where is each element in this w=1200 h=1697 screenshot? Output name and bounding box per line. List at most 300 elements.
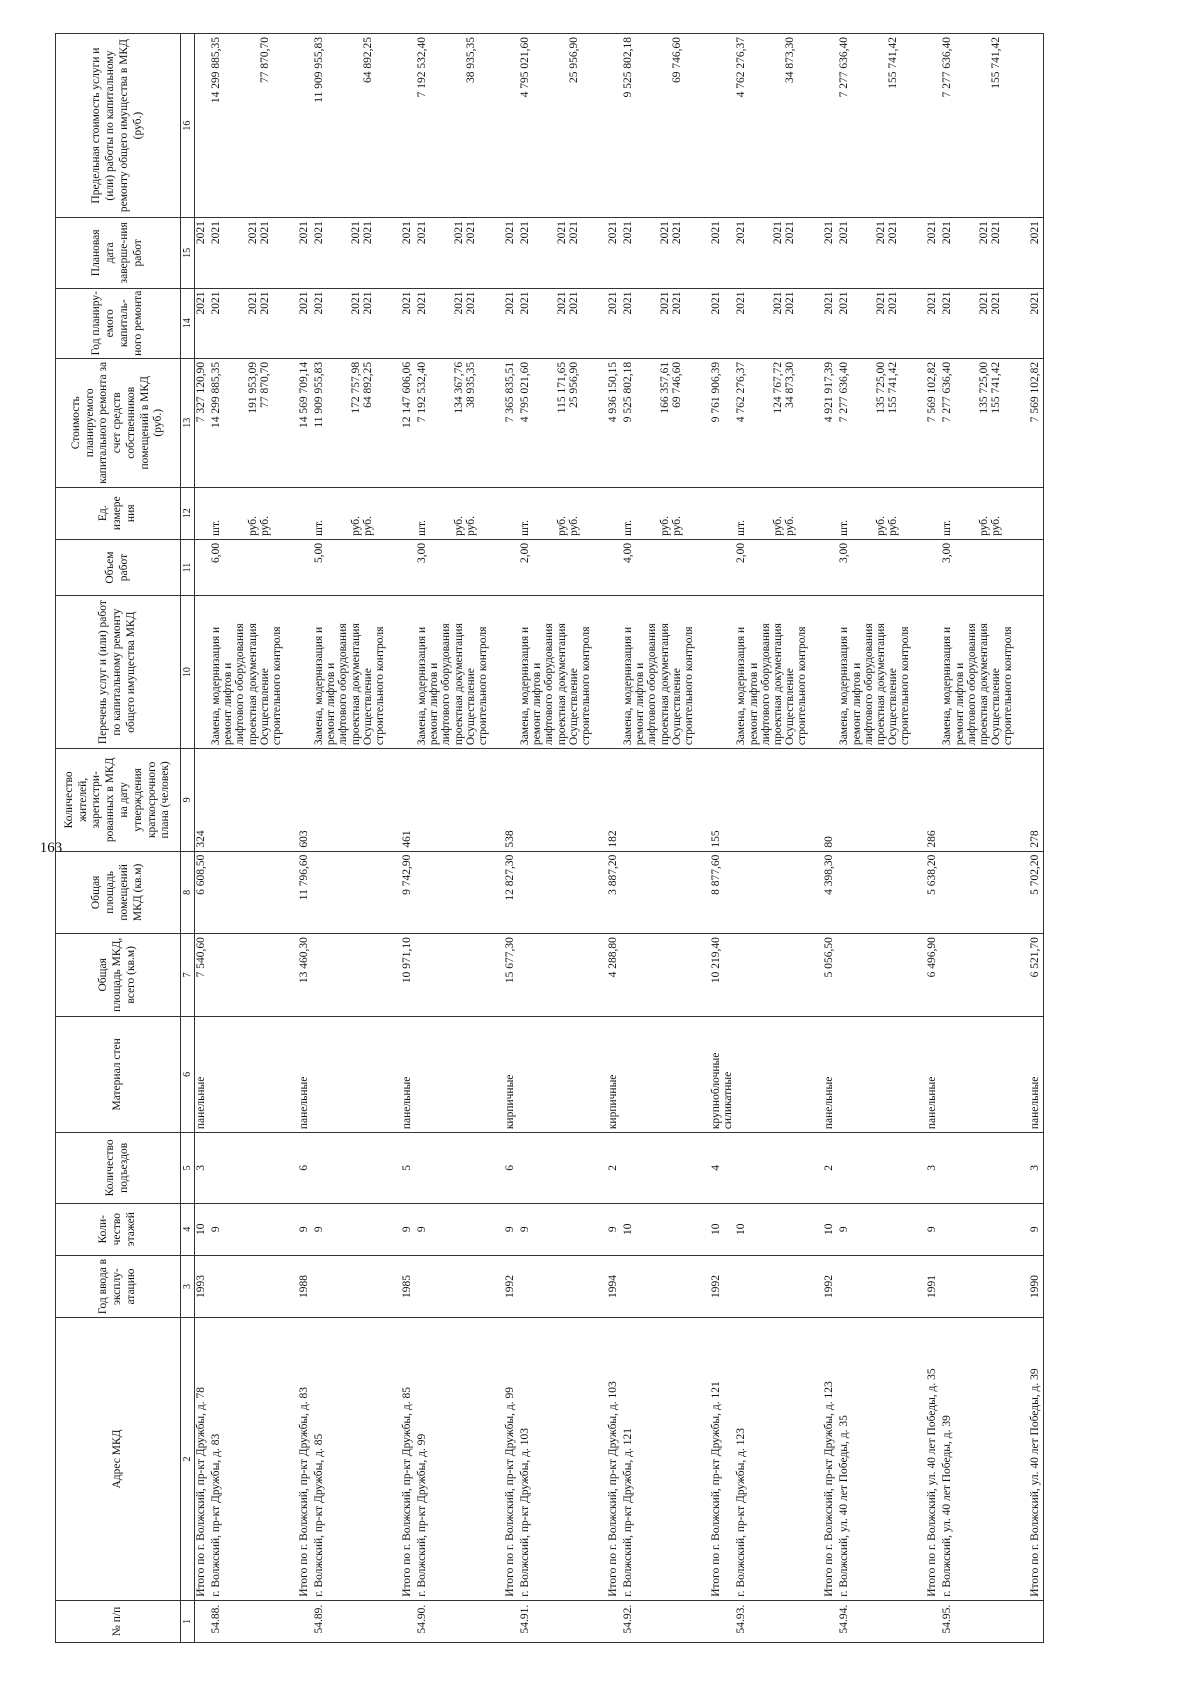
unit-text xyxy=(298,491,310,536)
cost-text: 155 741,42 xyxy=(887,361,900,414)
material-cell xyxy=(518,1016,607,1133)
qty-cell xyxy=(710,539,734,595)
blank xyxy=(543,221,555,284)
floors-cell xyxy=(607,1203,621,1255)
address-text: г. Волжский, ул. 40 лет Победы, д. 35 xyxy=(838,1415,851,1597)
floors-text: 10 xyxy=(710,1223,722,1235)
done-text: 2021 xyxy=(658,221,671,245)
qty-text xyxy=(504,543,516,592)
residents-text: 538 xyxy=(504,830,516,848)
blank xyxy=(966,292,978,355)
blank xyxy=(531,221,543,284)
residents-text: 278 xyxy=(1029,830,1042,848)
entrances-text: 6 xyxy=(298,1165,310,1171)
plan-year-cell xyxy=(209,288,298,358)
floors-cell xyxy=(1029,1203,1044,1255)
blank xyxy=(531,491,543,536)
qty-cell xyxy=(940,539,1029,595)
qty-cell xyxy=(401,539,415,595)
material-cell xyxy=(710,1016,734,1133)
address-cell xyxy=(940,1318,1029,1601)
area-rooms-text: 6 608,50 xyxy=(195,854,207,895)
row-index xyxy=(195,1605,207,1639)
row-index xyxy=(607,1600,621,1642)
max-cost-text xyxy=(926,37,938,214)
unit-text: руб. xyxy=(258,515,271,536)
qty-text xyxy=(401,543,413,592)
qty-text: 3,00 xyxy=(838,542,851,564)
row-index xyxy=(504,1600,518,1642)
done-text: 2021 xyxy=(210,221,222,245)
year-text: 1985 xyxy=(401,1275,413,1299)
blank xyxy=(428,491,440,536)
column-number-2: 2 xyxy=(181,1318,195,1601)
done-text: 2021 xyxy=(555,221,568,245)
address-cell xyxy=(607,1318,621,1601)
floors-text xyxy=(941,1207,953,1252)
cost-text: 4 762 276,37 xyxy=(735,361,748,423)
header-cell-7: Общая площадь МКД, всего (кв.м) xyxy=(56,934,181,1016)
row-number: 54.93. xyxy=(735,1604,748,1634)
header-cell-5: Количество подъездов xyxy=(56,1133,181,1203)
cost-cell xyxy=(926,358,940,487)
work-cell xyxy=(940,596,1029,749)
work-line: строительного контроля xyxy=(271,626,284,746)
header-cell-13: Стоимость планируемого капитального ремонта за счет средств собственников помещений в МКД (руб.) xyxy=(56,358,181,487)
address-text: г. Волжский, пр-кт Дружбы, д. 103 xyxy=(519,1428,531,1597)
max-cost-text xyxy=(298,37,310,214)
qty-cell xyxy=(504,539,518,595)
max-cost-cell xyxy=(209,34,298,218)
work-line: строительного контроля xyxy=(374,626,387,746)
blank xyxy=(748,292,760,355)
unit-text: шт. xyxy=(622,520,634,536)
plan-year-text: 2021 xyxy=(567,291,580,315)
blank xyxy=(760,221,772,284)
qty-text xyxy=(195,543,207,592)
area-rooms-cell xyxy=(401,851,415,933)
blank xyxy=(337,221,349,284)
area-total-cell xyxy=(926,934,940,1016)
row-number: 54.94. xyxy=(838,1604,851,1634)
done-text: 2021 xyxy=(670,221,683,245)
work-text xyxy=(401,599,413,745)
blank xyxy=(440,491,452,536)
residents-cell xyxy=(298,749,312,852)
residents-cell xyxy=(607,749,621,852)
material-cell xyxy=(195,1016,210,1133)
year-cell xyxy=(823,1255,837,1317)
max-cost-cell xyxy=(401,34,415,218)
address-text: Итого по г. Волжский, ул. 40 лет Победы, д. 39 xyxy=(1029,1368,1042,1597)
residents-cell xyxy=(621,749,710,852)
material-cell xyxy=(312,1016,401,1133)
blank xyxy=(966,362,978,484)
floors-cell xyxy=(312,1203,401,1255)
floors-cell xyxy=(415,1203,504,1255)
work-line: строительного контроля xyxy=(683,626,696,746)
work-line: проектная документация xyxy=(349,623,362,746)
area-rooms-cell xyxy=(195,851,210,933)
blank xyxy=(543,491,555,536)
residents-cell xyxy=(710,749,734,852)
residents-text: 286 xyxy=(926,830,939,848)
blank xyxy=(760,362,772,484)
max-cost-cell xyxy=(621,34,710,218)
floors-text: 10 xyxy=(622,1223,634,1235)
plan-year-text: 2021 xyxy=(784,291,797,315)
plan-year-cell xyxy=(607,288,621,358)
done-text: 2021 xyxy=(349,221,362,245)
header-cell-3: Год ввода в эксплу-атацию xyxy=(56,1255,181,1317)
floors-text: 9 xyxy=(298,1226,310,1233)
entrances-text: 4 xyxy=(710,1165,722,1171)
column-number-16: 16 xyxy=(181,34,195,218)
floors-text: 9 xyxy=(313,1226,325,1233)
blank xyxy=(646,37,658,214)
done-text: 2021 xyxy=(519,221,531,245)
cost-text: 69 746,60 xyxy=(670,361,683,408)
row-number: 54.92. xyxy=(622,1604,634,1634)
plan-year-text: 2021 xyxy=(710,291,722,315)
blank xyxy=(646,362,658,484)
work-line: ремонт лифтов и xyxy=(850,662,863,746)
page-number: 163 xyxy=(39,840,63,856)
done-text: 2021 xyxy=(887,221,900,245)
plan-year-text: 2021 xyxy=(990,291,1003,315)
blank xyxy=(453,37,465,214)
cost-text: 7 277 636,40 xyxy=(941,361,954,423)
unit-text xyxy=(504,491,516,536)
row-index xyxy=(415,1600,504,1642)
max-cost-cell xyxy=(940,34,1029,218)
work-line: ремонт лифтов и xyxy=(428,662,441,746)
work-cell xyxy=(195,596,210,749)
blank xyxy=(325,37,337,214)
address-text: Итого по г. Волжский, пр-кт Дружбы, д. 83 xyxy=(298,1387,310,1597)
blank xyxy=(428,292,440,355)
work-cell xyxy=(926,596,940,749)
plan-year-text: 2021 xyxy=(977,291,990,315)
max-cost-text xyxy=(607,37,619,214)
blank xyxy=(646,491,658,536)
material-text: панельные xyxy=(1029,1076,1042,1130)
qty-cell xyxy=(195,539,210,595)
cost-text: 14 299 885,35 xyxy=(210,361,222,429)
unit-text: руб. xyxy=(567,515,580,536)
unit-text: шт. xyxy=(941,520,954,536)
year-cell xyxy=(734,1255,823,1317)
unit-text: руб. xyxy=(349,515,362,536)
unit-text: шт. xyxy=(210,520,222,536)
work-line: ремонт лифтов и xyxy=(634,662,647,746)
blank xyxy=(634,362,646,484)
plan-year-cell xyxy=(940,288,1029,358)
row-index xyxy=(926,1600,940,1642)
blank xyxy=(234,362,246,484)
blank xyxy=(531,292,543,355)
plan-year-text: 2021 xyxy=(452,291,465,315)
blank xyxy=(222,362,234,484)
year-text: 1992 xyxy=(823,1275,836,1299)
address-text: г. Волжский, пр-кт Дружбы, д. 121 xyxy=(622,1428,634,1597)
max-cost-text: 64 892,25 xyxy=(361,37,374,83)
entrances-cell xyxy=(518,1133,607,1203)
max-cost-text xyxy=(710,37,722,214)
work-line: лифтового оборудования xyxy=(234,623,247,746)
entrances-text: 2 xyxy=(607,1165,619,1171)
year-text: 1992 xyxy=(504,1275,516,1299)
unit-cell xyxy=(1029,487,1044,539)
cost-cell xyxy=(823,358,837,487)
floors-cell xyxy=(823,1203,837,1255)
area-rooms-text: 8 877,60 xyxy=(710,854,722,895)
cost-cell xyxy=(209,358,298,487)
residents-cell xyxy=(195,749,210,852)
area-rooms-text: 5 638,20 xyxy=(926,854,939,895)
work-line: лифтового оборудования xyxy=(440,623,453,746)
max-cost-text: 25 956,90 xyxy=(567,37,580,83)
plan-year-cell xyxy=(1029,288,1044,358)
entrances-cell xyxy=(621,1133,710,1203)
work-text xyxy=(195,599,207,745)
entrances-cell xyxy=(926,1133,940,1203)
address-cell xyxy=(195,1318,210,1601)
residents-text: 461 xyxy=(401,830,413,848)
done-text: 2021 xyxy=(361,221,374,245)
cost-cell xyxy=(837,358,926,487)
floors-cell xyxy=(621,1203,710,1255)
unit-text: руб. xyxy=(555,515,568,536)
plan-year-text: 2021 xyxy=(519,291,531,315)
cost-text: 11 909 955,83 xyxy=(313,361,325,428)
cost-text: 134 367,76 xyxy=(452,361,465,414)
address-text: г. Волжский, пр-кт Дружбы, д. 99 xyxy=(416,1433,428,1597)
blank xyxy=(428,221,440,284)
year-text: 1990 xyxy=(1029,1275,1042,1299)
material-cell xyxy=(734,1016,823,1133)
max-cost-text: 7 277 636,40 xyxy=(941,37,954,98)
area-rooms-text: 3 887,20 xyxy=(607,854,619,895)
blank xyxy=(543,292,555,355)
material-text: панельные xyxy=(401,1076,413,1130)
material-cell xyxy=(607,1016,621,1133)
blank xyxy=(954,292,966,355)
blank xyxy=(247,37,259,214)
done-text: 2021 xyxy=(784,221,797,245)
work-line: Замена, модернизация и xyxy=(838,626,851,746)
plan-year-text: 2021 xyxy=(887,291,900,315)
cost-cell xyxy=(518,358,607,487)
work-cell xyxy=(401,596,415,749)
year-cell xyxy=(926,1255,940,1317)
work-cell xyxy=(504,596,518,749)
area-rooms-text: 5 702,20 xyxy=(1029,854,1042,895)
work-line: лифтового оборудования xyxy=(862,623,875,746)
row-index xyxy=(518,1600,607,1642)
address-text: Итого по г. Волжский, пр-кт Дружбы, д. 78 xyxy=(195,1387,207,1597)
done-cell xyxy=(415,218,504,288)
row-index xyxy=(940,1600,1029,1642)
area-total-cell xyxy=(312,934,401,1016)
cost-text: 172 757,98 xyxy=(349,361,362,414)
qty-cell xyxy=(415,539,504,595)
work-line: Осуществление xyxy=(258,668,271,746)
address-cell xyxy=(401,1318,415,1601)
plan-year-cell xyxy=(298,288,312,358)
area-total-cell xyxy=(401,934,415,1016)
work-line: проектная документация xyxy=(555,623,568,746)
floors-cell xyxy=(401,1203,415,1255)
material-cell xyxy=(926,1016,940,1133)
row-index xyxy=(312,1600,401,1642)
done-text: 2021 xyxy=(823,221,836,245)
work-line: проектная документация xyxy=(452,623,465,746)
qty-cell xyxy=(734,539,823,595)
work-line: Осуществление xyxy=(464,668,477,746)
blank xyxy=(748,221,760,284)
row-index xyxy=(823,1600,837,1642)
floors-text: 9 xyxy=(926,1226,939,1233)
floors-text: 9 xyxy=(519,1226,531,1233)
cost-text: 155 741,42 xyxy=(990,361,1003,414)
row-index xyxy=(710,1600,734,1642)
address-cell xyxy=(621,1318,710,1601)
work-line: ремонт лифтов и xyxy=(325,662,338,746)
max-cost-text: 14 299 885,35 xyxy=(210,37,222,104)
plan-year-cell xyxy=(710,288,734,358)
plan-year-cell xyxy=(926,288,940,358)
done-cell xyxy=(195,218,210,288)
max-cost-text: 9 525 802,18 xyxy=(622,37,634,98)
blank xyxy=(337,292,349,355)
plan-year-cell xyxy=(823,288,837,358)
blank xyxy=(428,362,440,484)
row-index xyxy=(401,1605,413,1639)
address-cell xyxy=(837,1318,926,1601)
blank xyxy=(234,292,246,355)
year-text: 1988 xyxy=(298,1275,310,1299)
entrances-cell xyxy=(195,1133,210,1203)
total-row xyxy=(710,34,734,1643)
plan-year-text: 2021 xyxy=(401,291,413,315)
max-cost-cell xyxy=(415,34,504,218)
column-number-6: 6 xyxy=(181,1016,195,1133)
unit-cell xyxy=(401,487,415,539)
done-text: 2021 xyxy=(710,221,722,245)
done-cell xyxy=(518,218,607,288)
house-row xyxy=(209,34,298,1643)
area-total-cell xyxy=(734,934,823,1016)
blank xyxy=(350,37,362,214)
cost-cell xyxy=(415,358,504,487)
header-row xyxy=(56,34,181,1643)
cost-text: 115 171,65 xyxy=(555,361,568,414)
entrances-cell xyxy=(837,1133,926,1203)
row-number: 54.91. xyxy=(519,1604,531,1634)
material-text: панельные xyxy=(926,1076,939,1130)
row-index xyxy=(607,1605,619,1639)
total-row xyxy=(504,34,518,1643)
row-index xyxy=(195,1600,210,1642)
work-line: Замена, модернизация и xyxy=(519,626,531,746)
area-rooms-cell xyxy=(209,851,298,933)
floors-cell xyxy=(940,1203,1029,1255)
material-cell xyxy=(1029,1016,1044,1133)
work-line: лифтового оборудования xyxy=(965,623,978,746)
work-text xyxy=(710,599,722,745)
row-number: 54.89. xyxy=(313,1604,325,1634)
cost-text: 7 192 532,40 xyxy=(416,361,428,423)
entrances-cell xyxy=(1029,1133,1044,1203)
done-text: 2021 xyxy=(607,221,619,245)
blank xyxy=(760,37,772,214)
done-text: 2021 xyxy=(977,221,990,245)
cost-text: 77 870,70 xyxy=(258,361,271,408)
entrances-cell xyxy=(823,1133,837,1203)
plan-year-text: 2021 xyxy=(926,291,939,315)
header-cell-1: № п/п xyxy=(56,1600,181,1642)
work-cell xyxy=(837,596,926,749)
residents-cell xyxy=(401,749,415,852)
material-cell xyxy=(823,1016,837,1133)
entrances-text: 3 xyxy=(1029,1165,1042,1171)
column-number-3: 3 xyxy=(181,1255,195,1317)
qty-cell xyxy=(823,539,837,595)
floors-text: 9 xyxy=(401,1226,413,1233)
column-number-15: 15 xyxy=(181,218,195,288)
address-text: Итого по г. Волжский, пр-кт Дружбы, д. 121 xyxy=(710,1381,722,1597)
cost-text: 7 277 636,40 xyxy=(838,361,851,423)
done-text: 2021 xyxy=(926,221,939,245)
cost-cell xyxy=(734,358,823,487)
address-cell xyxy=(1029,1318,1044,1601)
cost-text: 7 365 835,51 xyxy=(504,361,516,423)
unit-text xyxy=(1029,491,1041,536)
cost-cell xyxy=(312,358,401,487)
year-text: 1992 xyxy=(710,1275,722,1299)
qty-cell xyxy=(209,539,298,595)
qty-cell xyxy=(607,539,621,595)
residents-text: 603 xyxy=(298,830,310,848)
done-cell xyxy=(504,218,518,288)
blank xyxy=(954,362,966,484)
floors-cell xyxy=(298,1203,312,1255)
qty-cell xyxy=(926,539,940,595)
work-line: ремонт лифтов и xyxy=(747,662,760,746)
blank xyxy=(634,221,646,284)
plan-year-text: 2021 xyxy=(735,291,748,315)
unit-text: шт. xyxy=(519,520,531,536)
done-cell xyxy=(926,218,940,288)
residents-text: 324 xyxy=(195,830,207,848)
blank xyxy=(634,491,646,536)
work-line: Осуществление xyxy=(887,668,900,746)
work-line: проектная документация xyxy=(978,623,991,746)
plan-year-text: 2021 xyxy=(246,291,259,315)
address-text: г. Волжский, пр-кт Дружбы, д. 85 xyxy=(313,1433,325,1597)
blank xyxy=(772,37,784,214)
blank xyxy=(863,362,875,484)
unit-text: руб. xyxy=(452,515,465,536)
qty-cell xyxy=(312,539,401,595)
header-cell-8: Общая площадь помещений МКД (кв.м) xyxy=(56,851,181,933)
cost-cell xyxy=(621,358,710,487)
blank xyxy=(440,37,452,214)
work-cell xyxy=(823,596,837,749)
entrances-cell xyxy=(312,1133,401,1203)
plan-year-cell xyxy=(195,288,210,358)
